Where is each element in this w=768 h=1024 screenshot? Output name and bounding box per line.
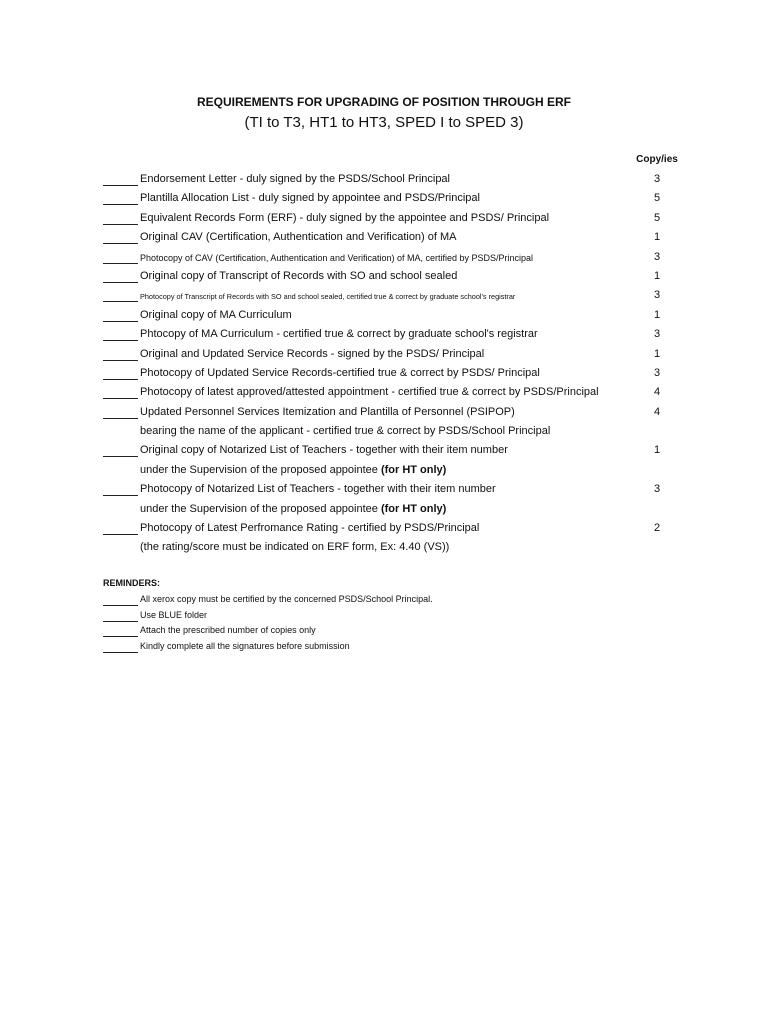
checkbox-blank-line[interactable] xyxy=(103,605,138,606)
copies-count: 5 xyxy=(653,211,661,224)
requirement-text: Updated Personnel Services Itemization and Plantilla of Personnel (PSIPOP) xyxy=(140,405,515,418)
requirement-continuation-row xyxy=(0,461,768,480)
requirement-text: Photocopy of CAV (Certification, Authentication and Verification) of MA, certified by PSDS/Principal xyxy=(140,252,534,263)
requirement-row xyxy=(0,480,768,499)
reminder-text: Attach the prescribed number of copies only xyxy=(140,625,316,635)
checkbox-blank-line[interactable] xyxy=(103,534,138,535)
requirement-text: Photocopy of Updated Service Records-certified true & correct by PSDS/ Principal xyxy=(140,366,540,379)
reminder-row xyxy=(0,608,768,624)
reminder-text: Use BLUE folder xyxy=(140,609,208,620)
requirement-row xyxy=(0,209,768,228)
copies-count: 3 xyxy=(653,250,661,263)
requirement-text xyxy=(140,503,446,515)
requirement-row xyxy=(0,286,768,305)
requirement-row xyxy=(0,170,768,189)
checkbox-blank-line[interactable] xyxy=(103,243,138,244)
requirement-row xyxy=(0,267,768,286)
checkbox-blank-line[interactable] xyxy=(103,495,138,496)
requirement-text: Original CAV (Certification, Authentication and Verification) of MA xyxy=(140,231,457,244)
checkbox-blank-line[interactable] xyxy=(103,456,138,457)
requirement-text: Original copy of MA Curriculum xyxy=(140,308,292,321)
copies-count: 1 xyxy=(653,444,661,457)
checkbox-blank-line[interactable] xyxy=(103,418,138,419)
requirement-text: Plantilla Allocation List - duly signed by appointee and PSDS/Principal xyxy=(140,192,480,205)
requirement-text xyxy=(140,464,446,476)
checkbox-blank-line[interactable] xyxy=(103,398,138,399)
reminder-text: All xerox copy must be certified by the concerned PSDS/School Principal. xyxy=(140,594,433,604)
requirement-row xyxy=(0,383,768,402)
checkbox-blank-line[interactable] xyxy=(103,185,138,186)
reminders-heading: REMINDERS: xyxy=(103,578,161,588)
checkbox-blank-line[interactable] xyxy=(103,621,138,622)
requirement-row xyxy=(0,519,768,538)
requirement-text: Original copy of Notarized List of Teachers - together with their item number xyxy=(140,444,508,457)
checkbox-blank-line[interactable] xyxy=(103,204,138,205)
checkbox-blank-line[interactable] xyxy=(103,636,138,637)
requirement-text-part: under the Supervision of the proposed appointee xyxy=(140,502,381,515)
requirement-text: Equivalent Records Form (ERF) - duly signed by the appointee and PSDS/ Principal xyxy=(140,211,550,224)
copies-count: 1 xyxy=(653,347,661,360)
requirement-row xyxy=(0,306,768,325)
document-subtitle: (TI to T3, HT1 to HT3, SPED I to SPED 3) xyxy=(244,114,524,131)
copies-count: 3 xyxy=(653,328,661,341)
requirement-text: (the rating/score must be indicated on ERF form, Ex: 4.40 (VS)) xyxy=(140,541,450,554)
checkbox-blank-line[interactable] xyxy=(103,652,138,653)
requirement-row xyxy=(0,228,768,247)
document-title: REQUIREMENTS FOR UPGRADING OF POSITION THROUGH ERF xyxy=(196,95,571,109)
requirement-row xyxy=(0,441,768,460)
ht-only-note: (for HT only) xyxy=(380,463,447,476)
requirement-text: Original and Updated Service Records - signed by the PSDS/ Principal xyxy=(140,347,485,360)
checkbox-blank-line[interactable] xyxy=(103,360,138,361)
reminder-row xyxy=(0,623,768,639)
requirement-text-part: under the Supervision of the proposed appointee xyxy=(140,463,381,476)
requirement-row xyxy=(0,364,768,383)
requirement-row xyxy=(0,403,768,422)
ht-only-note: (for HT only) xyxy=(380,502,447,515)
copies-count: 3 xyxy=(653,483,661,496)
copies-count: 1 xyxy=(653,269,661,282)
reminder-text: Kindly complete all the signatures before submission xyxy=(140,640,350,651)
requirement-row xyxy=(0,248,768,267)
copies-count: 1 xyxy=(653,308,661,321)
reminder-row xyxy=(0,592,768,608)
checkbox-blank-line[interactable] xyxy=(103,263,138,264)
requirement-continuation-row xyxy=(0,422,768,441)
requirement-row xyxy=(0,325,768,344)
copies-count: 5 xyxy=(653,192,661,205)
checkbox-blank-line[interactable] xyxy=(103,379,138,380)
reminder-row xyxy=(0,639,768,655)
checkbox-blank-line[interactable] xyxy=(103,340,138,341)
checkbox-blank-line[interactable] xyxy=(103,321,138,322)
requirement-text: Photocopy of Latest Perfromance Rating - certified by PSDS/Principal xyxy=(140,522,480,535)
checkbox-blank-line[interactable] xyxy=(103,224,138,225)
requirement-row xyxy=(0,189,768,208)
requirement-text: Photocopy of latest approved/attested appointment - certified true & correct by PSDS/Principal xyxy=(140,386,599,399)
reminders-list xyxy=(0,592,768,654)
copies-count: 3 xyxy=(653,173,661,185)
copies-count: 4 xyxy=(653,386,661,399)
requirement-row xyxy=(0,345,768,364)
checkbox-blank-line[interactable] xyxy=(103,282,138,283)
requirements-list xyxy=(0,170,768,558)
copies-column-header: Copy/ies xyxy=(636,154,678,165)
requirement-continuation-row xyxy=(0,538,768,557)
requirement-continuation-row xyxy=(0,500,768,519)
copies-count: 3 xyxy=(653,366,661,379)
requirement-text: Photocopy of Transcript of Records with SO and school sealed, certified true & correct by graduate school's registrar xyxy=(140,292,516,302)
copies-count: 1 xyxy=(653,231,661,244)
requirement-text: Endorsement Letter - duly signed by the PSDS/School Principal xyxy=(140,173,450,185)
copies-count: 4 xyxy=(653,405,661,418)
copies-count: 3 xyxy=(653,289,661,302)
requirement-text: Original copy of Transcript of Records with SO and school sealed xyxy=(140,269,458,282)
requirement-text: Phtocopy of MA Curriculum - certified true & correct by graduate school's registrar xyxy=(140,328,538,341)
requirement-text: Photocopy of Notarized List of Teachers - together with their item number xyxy=(140,483,496,496)
requirement-text: bearing the name of the applicant - certified true & correct by PSDS/School Principal xyxy=(140,425,551,438)
checkbox-blank-line[interactable] xyxy=(103,301,138,302)
copies-count: 2 xyxy=(653,522,661,535)
